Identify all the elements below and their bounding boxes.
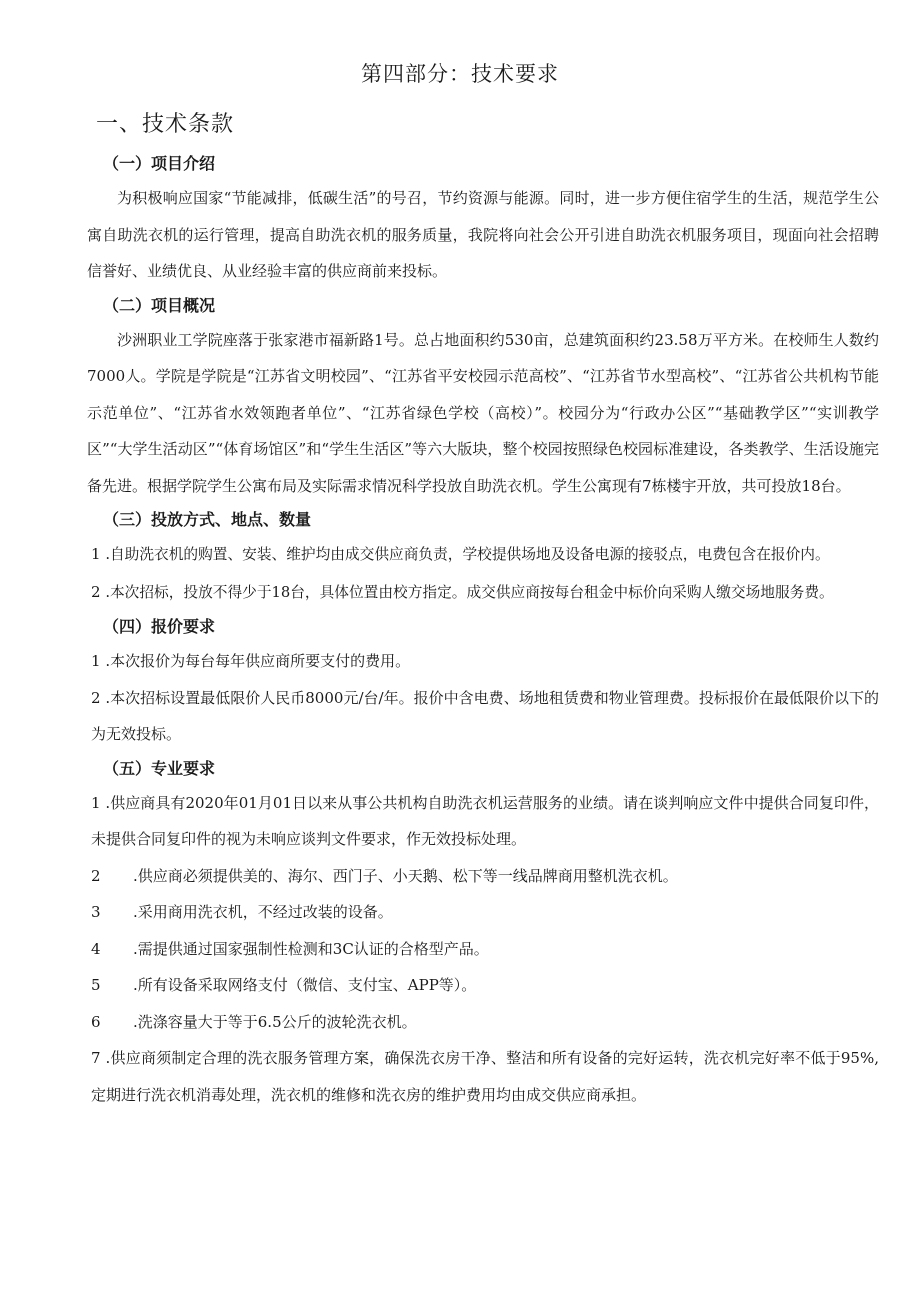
item-text: .洗涤容量大于等于6.5公斤的波轮洗衣机。 [133, 1012, 417, 1031]
item-text: .自助洗衣机的购置、安装、维护均由成交供应商负责，学校提供场地及设备电源的接驳点，电费包含在报价内。 [105, 546, 830, 563]
item-number: 1 [91, 793, 101, 812]
list-item [87, 894, 879, 931]
list-item [87, 536, 879, 574]
item-text: .供应商具有2020年01月01日以来从事公共机构自助洗衣机运营服务的业绩。请在谈判响应文件中提供合同复印件，未提供合同复印件的视为未响应谈判文件要求，作无效投标处理。 [91, 793, 879, 848]
chapter-heading: 一、技术条款 [96, 112, 235, 137]
item-number: 6 [91, 1012, 101, 1031]
item-number: 7 [91, 1049, 101, 1067]
list-item [87, 1004, 879, 1041]
list-item [87, 858, 879, 895]
item-number: 5 [91, 976, 101, 994]
paragraph-project-intro: 为积极响应国家“节能减排，低碳生活”的号召，节约资源与能源。同时，进一步方便住宿学生的生活，规范学生公寓自助洗衣机的运行管理，提高自助洗衣机的服务质量，我院将向社会公开引进自助洗衣机服务项目，现面向社会招聘信誉好、业绩优良、从业经验丰富的供应商前来投标。 [87, 189, 879, 280]
item-text: .供应商必须提供美的、海尔、西门子、小天鹅、松下等一线品牌商用整机洗衣机。 [133, 866, 678, 885]
section-heading-project-intro: （一）项目介绍 [103, 154, 216, 173]
section-heading-placement: （三）投放方式、地点、数量 [103, 510, 312, 529]
list-item [87, 785, 879, 858]
item-text: .需提供通过国家强制性检测和3C认证的合格型产品。 [133, 939, 489, 958]
item-number: 4 [91, 939, 101, 958]
list-item [87, 680, 879, 753]
item-text: .采用商用洗衣机，不经过改装的设备。 [133, 903, 393, 921]
document-title: 第四部分：技术要求 [361, 62, 559, 86]
item-number: 2 [91, 582, 101, 601]
item-text: .供应商须制定合理的洗衣服务管理方案，确保洗衣房干净、整洁和所有设备的完好运转，洗衣机完好率不低于95%,定期进行洗衣机消毒处理，洗衣机的维修和洗衣房的维护费用均由成交供应商承担。 [91, 1049, 879, 1104]
list-item [87, 574, 879, 612]
item-text: .本次招标，投放不得少于18台，具体位置由校方指定。成交供应商按每台租金中标价向采购人缴交场地服务费。 [105, 583, 834, 601]
item-number: 1 [91, 652, 101, 670]
item-number: 2 [91, 688, 101, 707]
item-number: 1 [91, 545, 101, 563]
list-item [87, 1040, 879, 1113]
item-number: 2 [91, 866, 101, 885]
item-text: .本次报价为每台每年供应商所要支付的费用。 [105, 652, 411, 670]
section-heading-pricing: （四）报价要求 [103, 617, 216, 636]
document-body [87, 148, 879, 1113]
list-item [87, 931, 879, 968]
paragraph-project-overview: 沙洲职业工学院座落于张家港市福新路1号。总占地面积约530亩，总建筑面积约23.58万平方米。在校师生人数约7000人。学院是学院是“江苏省文明校园”、“江苏省平安校园示范高校”、“江苏省节水型高校”、“江苏省公共机构节能示范单位”、“江苏省水效领跑者单位”、“江苏省绿色学校（高校）”。校园分为“行政办公区”“基础教学区”“实训教学区”“大学生活动区”“体育场馆区”和“学生生活区”等六大版块，整个校园按照绿色校园标准建设，各类教学、生活设施完备先进。根据学院学生公寓布局及实际需求情况科学投放自助洗衣机。学生公寓现有7栋楼宇开放，共可投放18台。 [87, 330, 879, 495]
item-text: .所有设备采取网络支付（微信、支付宝、APP等）。 [133, 976, 477, 994]
list-item [87, 643, 879, 680]
item-number: 3 [91, 903, 101, 921]
list-item [87, 967, 879, 1004]
section-heading-professional: （五）专业要求 [103, 758, 216, 778]
item-text: .本次招标设置最低限价人民币8000元/台/年。报价中含电费、场地租赁费和物业管理费。投标报价在最低限价以下的为无效投标。 [91, 688, 879, 743]
section-heading-project-overview: （二）项目概况 [103, 295, 216, 315]
